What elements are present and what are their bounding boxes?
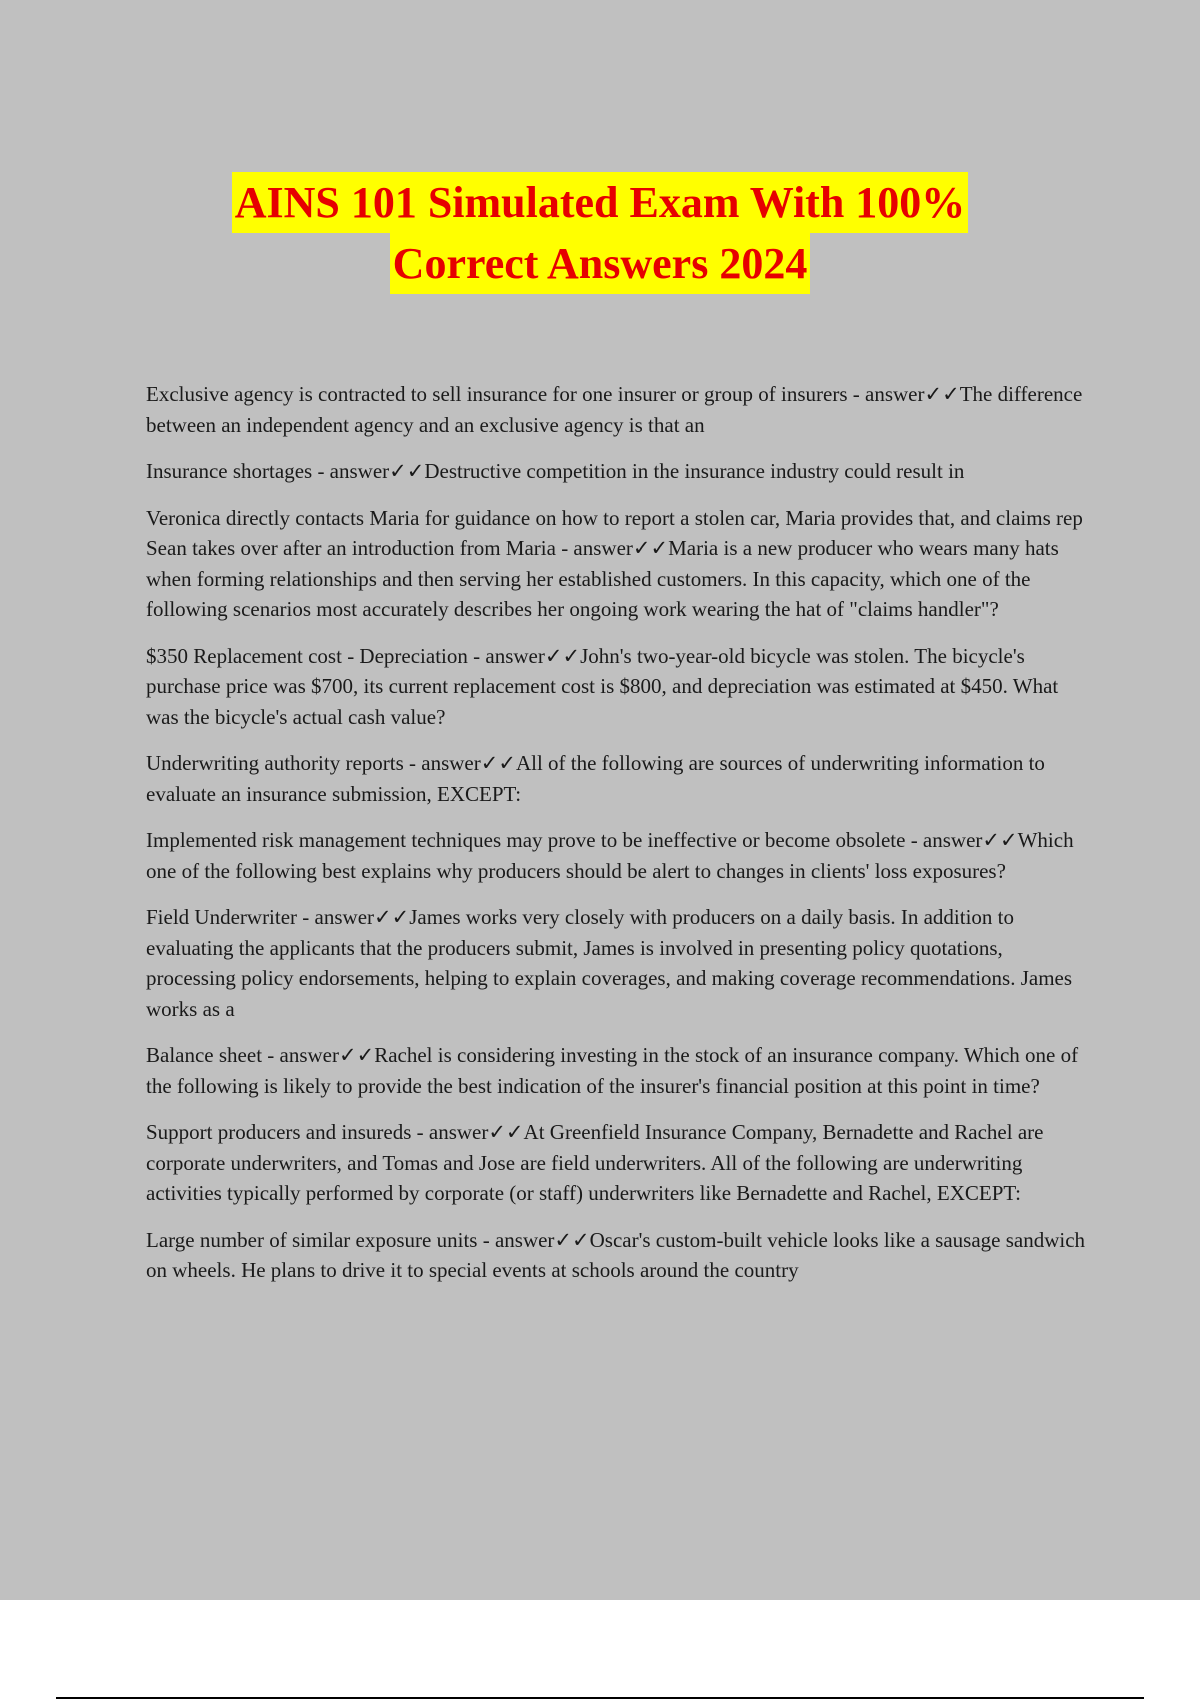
footer-divider xyxy=(56,1697,1144,1699)
answer-separator: - answer✓✓ xyxy=(297,905,410,929)
qa-item xyxy=(146,456,1096,487)
answer-text: Exclusive agency is contracted to sell insurance for one insurer or group of insurers xyxy=(146,382,848,406)
qa-item xyxy=(146,748,1096,809)
question-text: James works very closely with producers on a daily basis. In addition to evaluating the applicants that the producers submit, James is involved in presenting policy quotations, processing policy endorsements, helping to explain coverages, and making coverage recommendations. James works as a xyxy=(146,905,1073,1021)
question-text: Rachel is considering investing in the stock of an insurance company. Which one of the following is likely to provide the best indication of the insurer's financial position at this point in time? xyxy=(146,1043,1079,1098)
answer-separator: - answer✓✓ xyxy=(905,828,1018,852)
qa-item xyxy=(146,825,1096,886)
answer-text: Balance sheet xyxy=(146,1043,263,1067)
qa-item xyxy=(146,902,1096,1024)
answer-separator: - answer✓✓ xyxy=(403,751,516,775)
question-text: At Greenfield Insurance Company, Bernadette and Rachel are corporate underwriters, and Tomas and Jose are field underwriters. All of the following are underwriting activities typically performed by corporate (or staff) underwriters like Bernadette and Rachel, EXCEPT: xyxy=(146,1120,1044,1205)
question-text: Oscar's custom-built vehicle looks like a sausage sandwich on wheels. He plans to drive it to special events at schools around the country xyxy=(146,1227,1086,1282)
answer-text: Field Underwriter xyxy=(146,905,298,929)
question-text: Maria is a new producer who wears many hats when forming relationships and then serving her established customers. In this capacity, which one of the following scenarios most accurately describes her ongoing work wearing the hat of "claims handler"? xyxy=(146,536,1059,621)
answer-text: Implemented risk management techniques may prove to be ineffective or become obsolete xyxy=(146,828,906,852)
answer-separator: - answer✓✓ xyxy=(847,382,960,406)
answer-separator: - answer✓✓ xyxy=(411,1120,524,1144)
answer-separator: - answer✓✓ xyxy=(555,536,669,560)
answer-text: Large number of similar exposure units xyxy=(146,1227,478,1252)
question-text: Destructive competition in the insurance industry could result in xyxy=(424,459,965,483)
qa-item xyxy=(146,503,1096,625)
qa-list xyxy=(146,379,1096,1302)
document-title xyxy=(0,172,1200,294)
answer-separator: - answer✓✓ xyxy=(312,459,425,483)
title-line-1: AINS 101 Simulated Exam With 100% xyxy=(232,172,969,233)
qa-item xyxy=(146,641,1096,733)
answer-text: Insurance shortages xyxy=(146,459,313,483)
question-text: All of the following are sources of underwriting information to evaluate an insurance submission, EXCEPT: xyxy=(146,751,1045,806)
question-text: John's two-year-old bicycle was stolen. The bicycle's purchase price was $700, its current replacement cost is $800, and depreciation was estimated at $450. What was the bicycle's actual cash value? xyxy=(146,643,1059,729)
answer-text: Underwriting authority reports xyxy=(146,751,404,775)
qa-item xyxy=(146,1040,1096,1101)
answer-separator: - answer✓✓ xyxy=(262,1043,375,1067)
answer-text: Veronica directly contacts Maria for guidance on how to report a stolen car, Maria provides that, and claims rep Sean takes over after an introduction from Maria xyxy=(146,505,1083,560)
qa-item xyxy=(146,1225,1096,1286)
answer-separator: - answer✓✓ xyxy=(477,1227,590,1252)
answer-text: $350 Replacement cost - Depreciation xyxy=(146,643,468,668)
question-text: The difference between an independent agency and an exclusive agency is that an xyxy=(146,382,1083,437)
title-line-2: Correct Answers 2024 xyxy=(390,233,811,294)
qa-item xyxy=(146,379,1096,440)
question-text: Which one of the following best explains why producers should be alert to changes in clients' loss exposures? xyxy=(146,828,1074,883)
answer-text: Support producers and insureds xyxy=(146,1120,412,1144)
answer-separator: - answer✓✓ xyxy=(467,643,581,668)
qa-item xyxy=(146,1117,1096,1209)
